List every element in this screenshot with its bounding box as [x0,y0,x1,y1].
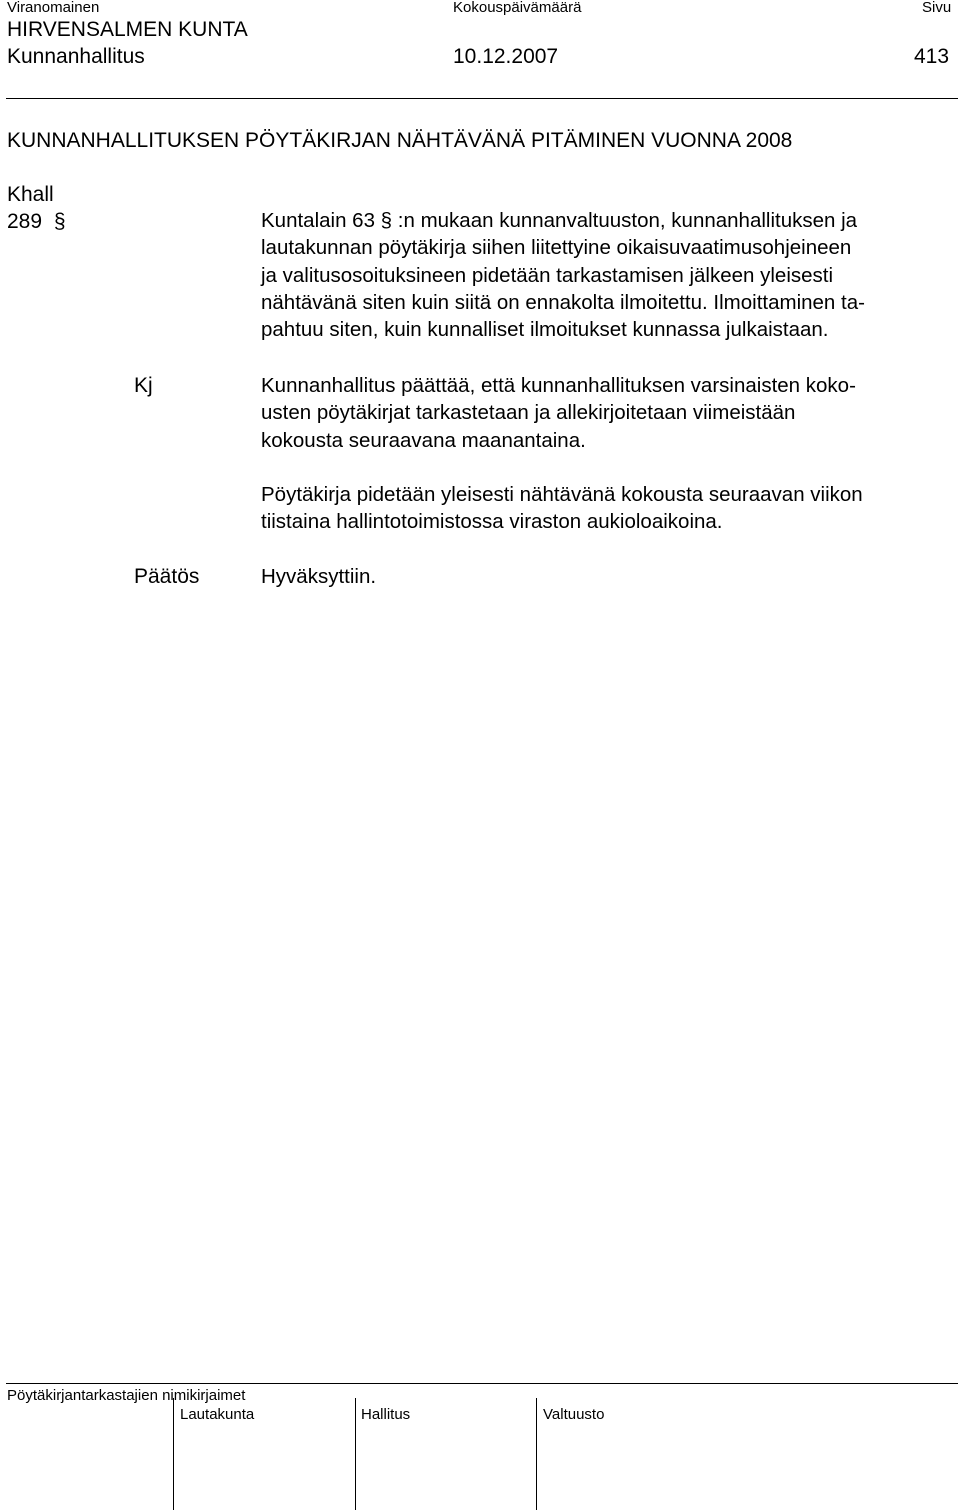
footer-divider [6,1383,958,1384]
decision-text: Hyväksyttiin. [261,565,377,588]
intro-line: Kuntalain 63 § :n mukaan kunnanvaltuuston, kunnanhallituksen ja [261,209,858,232]
header-date-label: Kokouspäivämäärä [453,0,582,16]
proposal-line: Kunnanhallitus päättää, että kunnanhallituksen varsinaisten koko- [261,374,856,397]
proposal-line: kokousta seuraavana maanantaina. [261,428,586,452]
authority-name: Kunnanhallitus [7,45,145,68]
header-page-label: Sivu [922,0,952,16]
header-authority-label: Viranomainen [7,0,100,16]
section-number [7,209,66,235]
body-label: Khall [7,183,54,206]
document-title: KUNNANHALLITUKSEN PÖYTÄKIRJAN NÄHTÄVÄNÄ PITÄMINEN VUONNA 2008 [7,129,793,152]
intro-line: ja valitusosoituksineen pidetään tarkastamisen jälkeen yleisesti [261,263,834,287]
footer-column-divider [355,1398,356,1510]
page-number: 413 [914,45,950,68]
header-divider [6,98,958,99]
footer-column-divider [173,1398,174,1510]
proposal-paragraph-2 [261,481,955,536]
proposal-line: usten pöytäkirjat tarkastetaan ja allekirjoitetaan viimeistään [261,401,796,425]
municipality-name: HIRVENSALMEN KUNTA [7,18,248,41]
signatures-label: Pöytäkirjantarkastajien nimikirjaimet [7,1387,246,1404]
footer-board-label: Lautakunta [180,1406,255,1423]
proposal-line: Pöytäkirja pidetään yleisesti nähtävänä kokousta seuraavan viikon [261,483,863,506]
footer-council-label: Valtuusto [543,1406,605,1423]
section-symbol: § [53,210,66,233]
meeting-date: 10.12.2007 [453,45,559,68]
intro-line: lautakunnan pöytäkirja siihen liitettyine oikaisuvaatimusohjeineen [261,236,852,260]
intro-line: pahtuu siten, kuin kunnalliset ilmoitukset kunnassa julkaistaan. [261,318,829,342]
footer-government-label: Hallitus [361,1406,411,1423]
proposal-label: Kj [134,374,153,397]
decision-label: Päätös [134,565,200,588]
footer-column-divider [536,1398,537,1510]
intro-paragraph [261,207,955,343]
proposal-line: tiistaina hallintotoimistossa viraston aukioloaikoina. [261,510,723,534]
proposal-paragraph [261,372,955,454]
intro-line: nähtävänä siten kuin siitä on ennakolta ilmoitettu. Ilmoittaminen ta- [261,290,865,314]
section-number-value: 289 [7,210,43,233]
